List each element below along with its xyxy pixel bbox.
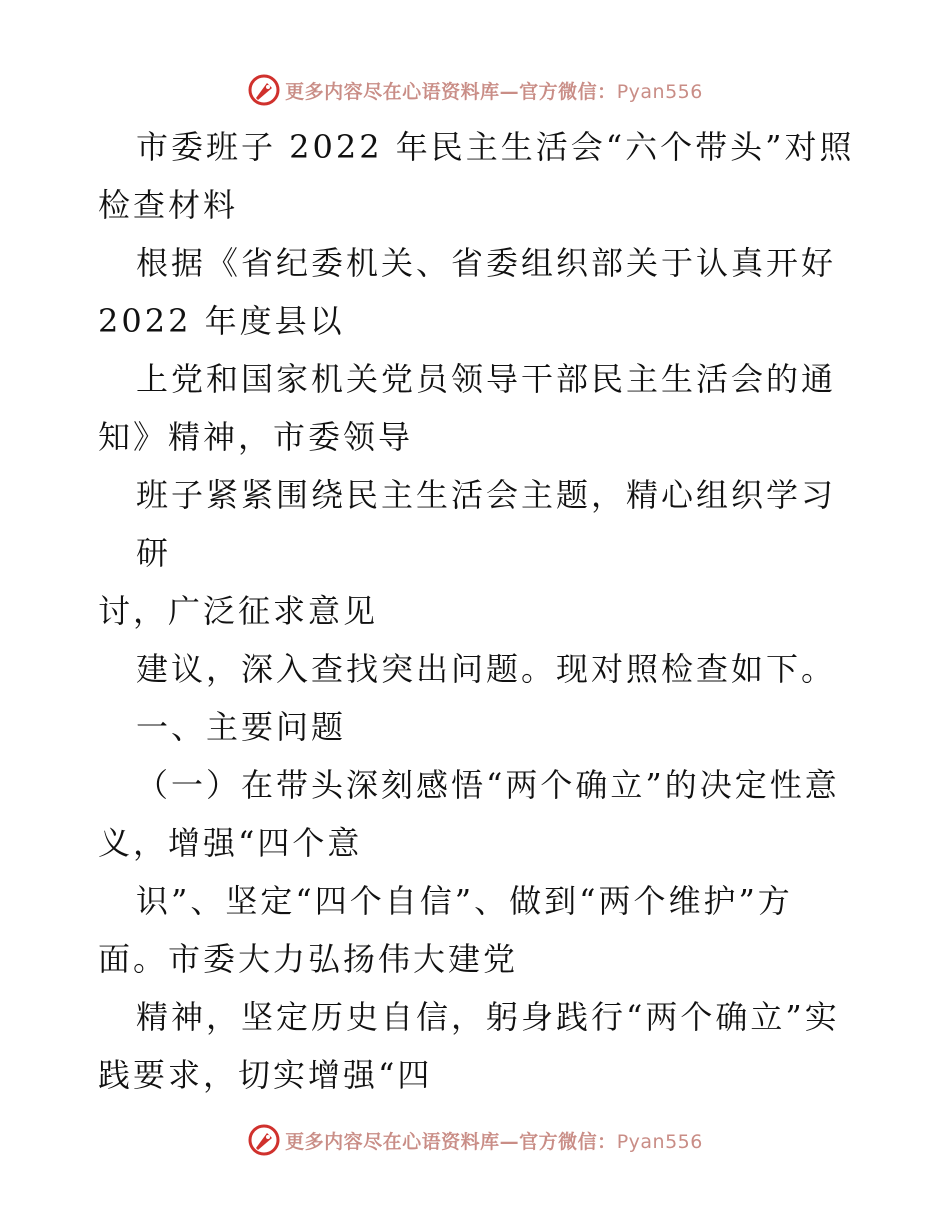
paragraph-line: 讨，广泛征求意见 — [98, 592, 379, 630]
section-heading — [98, 698, 858, 756]
paragraph-line: 市委班子 2022 年民主生活会“六个带头”对照 — [136, 128, 855, 166]
paragraph-title — [98, 118, 858, 234]
watermark-wechat-label: 官方微信： — [519, 1130, 617, 1153]
watermark-dash: — — [499, 1130, 520, 1153]
paragraph-line: 班子紧紧围绕民主生活会主题，精心组织学习研 — [136, 476, 837, 572]
paragraph — [98, 640, 858, 698]
paragraph — [98, 234, 858, 350]
paragraph-line: 一、主要问题 — [136, 708, 347, 746]
paragraph-line: （一）在带头深刻感悟“两个确立”的决定性意 — [136, 766, 840, 804]
paragraph — [98, 466, 858, 640]
paragraph-line: 践要求，切实增强“四 — [98, 1056, 433, 1094]
pen-nib-logo-icon — [247, 73, 281, 107]
watermark-main: 更多内容尽在心语资料库 — [285, 80, 500, 103]
paragraph-line: 义，增强“四个意 — [98, 824, 363, 862]
paragraph-line: 知》精神，市委领导 — [98, 418, 414, 456]
watermark-text — [285, 77, 703, 104]
pen-nib-logo-icon — [247, 1123, 281, 1157]
watermark-main: 更多内容尽在心语资料库 — [285, 1130, 500, 1153]
watermark-text — [285, 1127, 703, 1154]
paragraph — [98, 988, 858, 1104]
paragraph-line: 精神，坚定历史自信，躬身践行“两个确立”实 — [136, 998, 840, 1036]
paragraph-line: 面。市委大力弘扬伟大建党 — [98, 940, 519, 978]
paragraph-line: 根据《省纪委机关、省委组织部关于认真开好 — [136, 244, 837, 282]
footer-watermark — [0, 1122, 950, 1158]
watermark-dash: — — [499, 80, 520, 103]
paragraph — [98, 350, 858, 466]
paragraph-line: 检查材料 — [98, 186, 239, 224]
paragraph-line: 识”、坚定“四个自信”、做到“两个维护”方 — [136, 882, 793, 920]
paragraph-line: 上党和国家机关党员领导干部民主生活会的通 — [136, 360, 837, 398]
paragraph-line: 2022 年度县以 — [98, 302, 345, 340]
header-watermark — [0, 72, 950, 108]
subsection-heading — [98, 756, 858, 872]
watermark-wechat-id: Pyan556 — [616, 80, 703, 103]
paragraph-line: 建议，深入查找突出问题。现对照检查如下。 — [136, 650, 837, 688]
document-body — [98, 118, 858, 1104]
watermark-wechat-label: 官方微信： — [519, 80, 617, 103]
paragraph — [98, 872, 858, 988]
watermark-wechat-id: Pyan556 — [616, 1130, 703, 1153]
